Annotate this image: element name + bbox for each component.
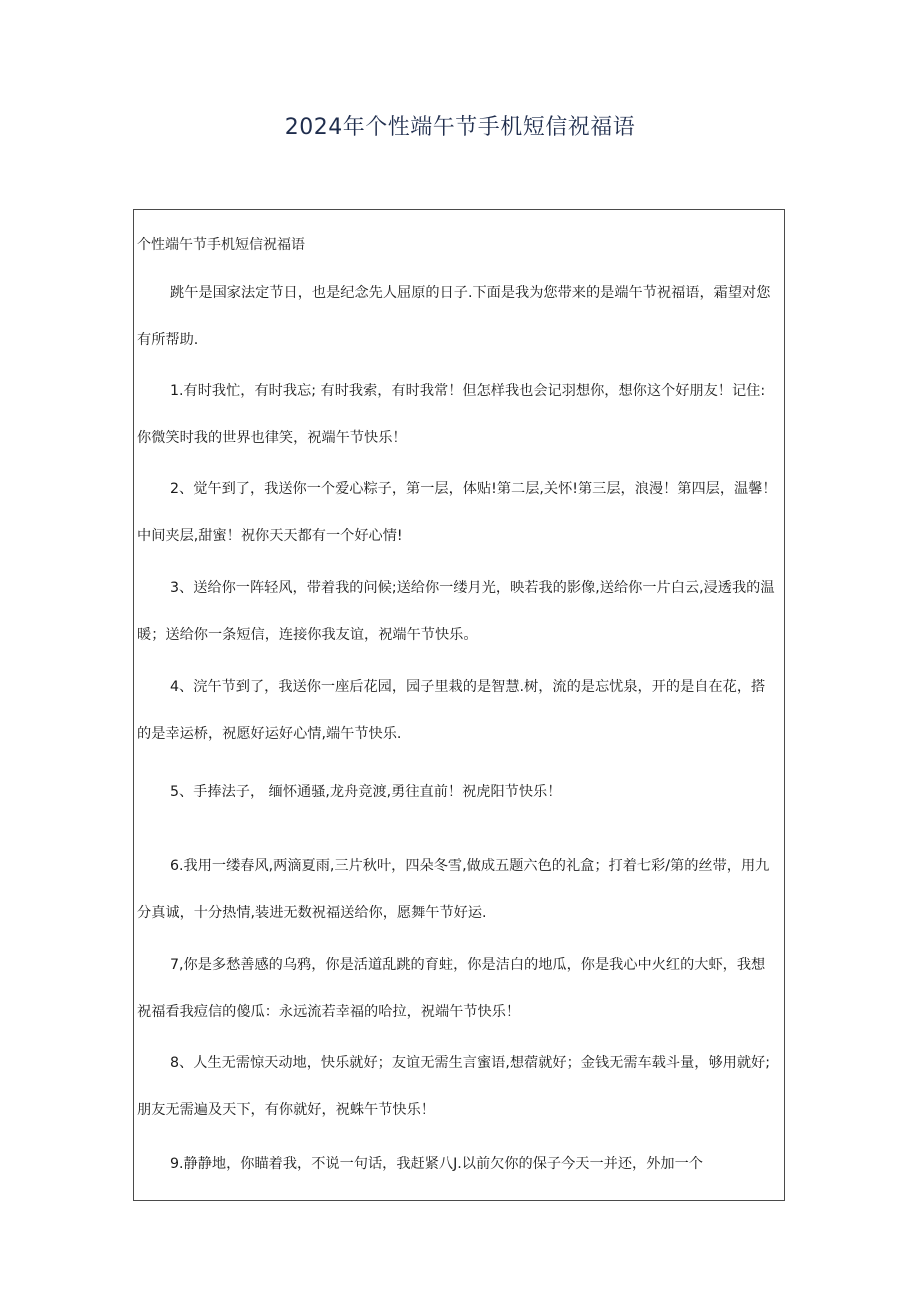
paragraph-line: 分真诚，十分热情,装进无数祝福送给你，愿舞午节好运. xyxy=(137,905,487,921)
paragraph-9 xyxy=(137,1154,783,1174)
paragraph-4 xyxy=(137,677,783,744)
paragraph-line: 3、送给你一阵轻风，带着我的问候;送给你一缕月光，映若我的影像,送给你一片白云,浸透我的温 xyxy=(170,580,775,596)
paragraph-line: 5、手捧法子， 缅怀通骚,龙舟竞渡,勇往直前！祝虎阳节快乐！ xyxy=(170,784,562,800)
paragraph-line: 跳午是国家法定节日，也是纪念先人屈原的日子.下面是我为您带来的是端午节祝福语，霜望对您 xyxy=(170,285,771,301)
paragraph-line: 中间夹层,甜蜜！祝你天天都有一个好心情! xyxy=(137,528,403,544)
paragraph-7 xyxy=(137,955,783,1022)
paragraph-line: 祝福看我痘信的傻瓜：永远流若幸福的哈拉，祝端午节快乐！ xyxy=(137,1004,521,1020)
paragraph-line: 9.静静地，你瞄着我，不说一句话，我赶紧八J.以前欠你的保子今天一并还，外加一个 xyxy=(170,1156,703,1172)
paragraph-line: 2、觉午到了，我送你一个爱心粽子，第一层，体贴!第二层,关怀!第三层，浪漫！第四层，温馨！ xyxy=(170,481,777,497)
paragraph-8 xyxy=(137,1053,783,1120)
paragraph-line: 你微笑时我的世界也律笑，祝端午节快乐！ xyxy=(137,430,407,446)
box-heading: 个性端午节手机短信祝福语 xyxy=(137,237,305,253)
paragraph-line: 有所帮助. xyxy=(137,332,199,348)
paragraph-line: 7,你是多愁善感的乌鸦，你是活道乱跳的育蛀，你是洁白的地瓜，你是我心中火红的大虾，我想 xyxy=(170,957,766,973)
paragraph-line: 8、人生无需惊天动地，快乐就好；友谊无需生言蜜语,想蓿就好；金钱无需车载斗量，够用就好; xyxy=(170,1055,771,1071)
paragraph-line: 暖；送给你一条短信，连接你我友谊，祝端午节快乐。 xyxy=(137,627,478,643)
paragraph-1 xyxy=(137,381,783,448)
document-title: 2024年个性端午节手机短信祝福语 xyxy=(284,115,636,140)
paragraph-line: 6.我用一缕春风,两滴夏雨,三片秋叶，四朵冬雪,做成五题六色的礼盒；打着七彩/第的丝带，用九 xyxy=(170,858,770,874)
paragraph-line: 4、浣午节到了，我送你一座后花园，园子里栽的是智慧.树，流的是忘忧泉，开的是自在花，搭 xyxy=(170,679,766,695)
paragraph-line: 朋友无需遍及天下，有你就好，祝蛛午节快乐！ xyxy=(137,1102,435,1118)
paragraph-3 xyxy=(137,578,783,645)
paragraph-line: 的是幸运桥，祝愿好运好心情,端午节快乐. xyxy=(137,726,402,742)
paragraph-6 xyxy=(137,856,783,923)
paragraph-line: 1.有时我忙，有时我忘; 有时我索，有时我常！但怎样我也会记羽想你，想你这个好朋友！记住: xyxy=(170,383,766,399)
paragraph-5 xyxy=(137,782,783,802)
paragraph-2 xyxy=(137,479,783,546)
paragraph-intro xyxy=(137,283,783,350)
content-box xyxy=(133,209,785,1201)
